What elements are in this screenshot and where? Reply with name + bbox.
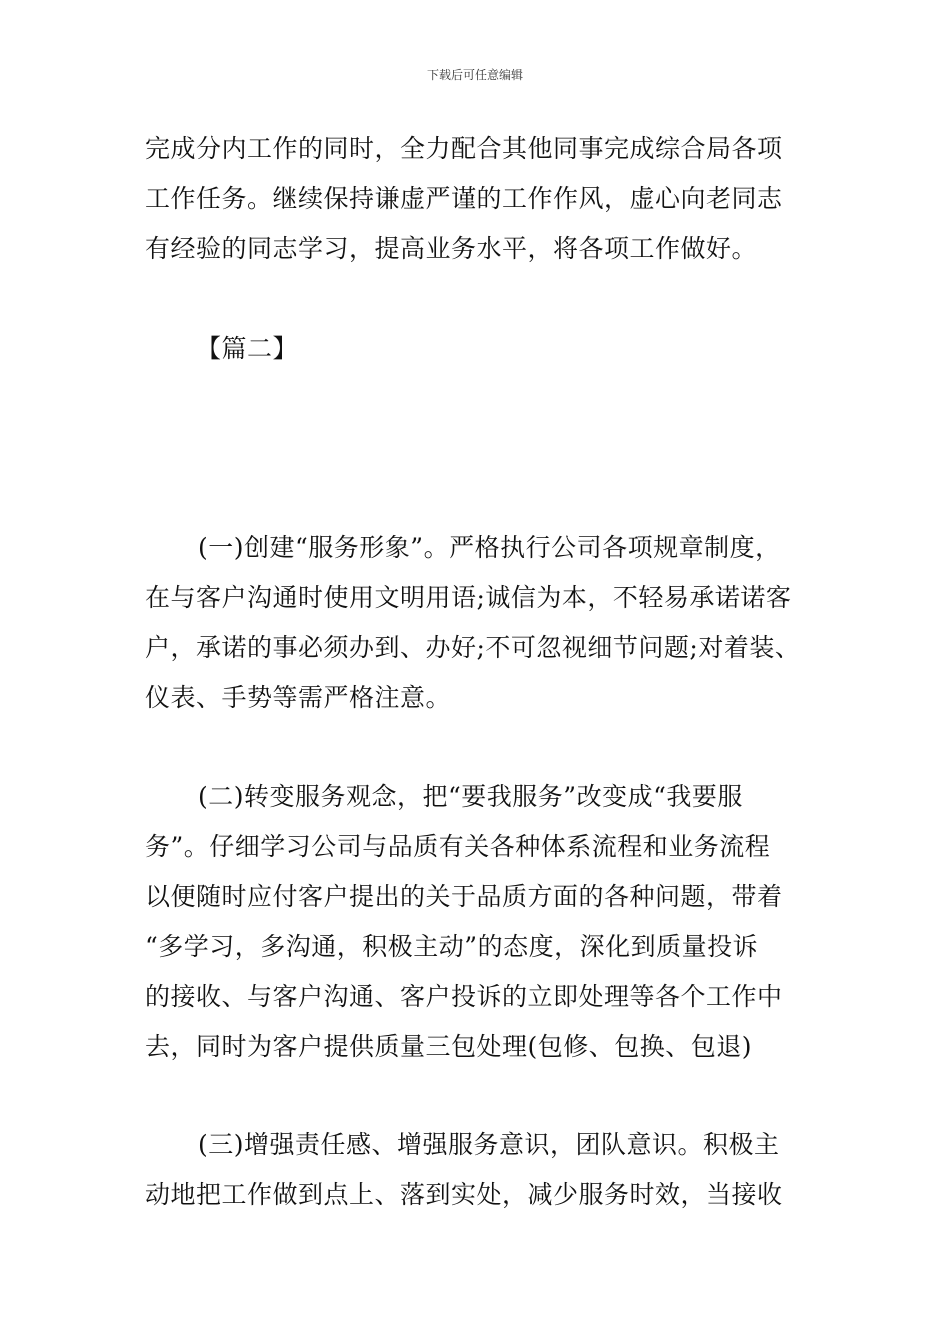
paragraph-1-line-1: 完成分内工作的同时，全力配合其他同事完成综合局各项 [145, 134, 783, 163]
item-1-line-2: 在与客户沟通时使用文明用语;诚信为本，不轻易承诺诺客 [145, 583, 792, 612]
item-3-line-2: 动地把工作做到点上、落到实处，减少服务时效，当接收 [145, 1180, 783, 1209]
item-2-line-2: 务”。仔细学习公司与品质有关各种体系流程和业务流程 [145, 832, 771, 861]
item-2-line-4: “多学习，多沟通，积极主动”的态度，深化到质量投诉 [145, 932, 759, 961]
paragraph-1-line-3: 有经验的同志学习，提高业务水平，将各项工作做好。 [145, 234, 758, 263]
item-1-line-1: (一)创建“服务形象”。严格执行公司各项规章制度， [198, 533, 781, 562]
item-2-line-5: 的接收、与客户沟通、客户投诉的立即处理等各个工作中 [145, 982, 783, 1011]
section-heading: 【篇二】 [196, 334, 299, 363]
item-2-line-6: 去，同时为客户提供质量三包处理(包修、包换、包退) [145, 1032, 753, 1061]
item-2-line-1: (二)转变服务观念，把“要我服务”改变成“我要服 [198, 782, 743, 811]
item-2-line-3: 以便随时应付客户提出的关于品质方面的各种问题，带着 [145, 882, 783, 911]
item-1-line-4: 仪表、手势等需严格注意。 [145, 683, 452, 712]
paragraph-1-line-2: 工作任务。继续保持谦虚严谨的工作作风，虚心向老同志 [145, 184, 783, 213]
item-1-line-3: 户，承诺的事必须办到、办好;不可忽视细节问题;对着装、 [145, 633, 801, 662]
page-header-note: 下载后可任意编辑 [426, 68, 523, 82]
item-3-line-1: (三)增强责任感、增强服务意识，团队意识。积极主 [198, 1130, 780, 1159]
